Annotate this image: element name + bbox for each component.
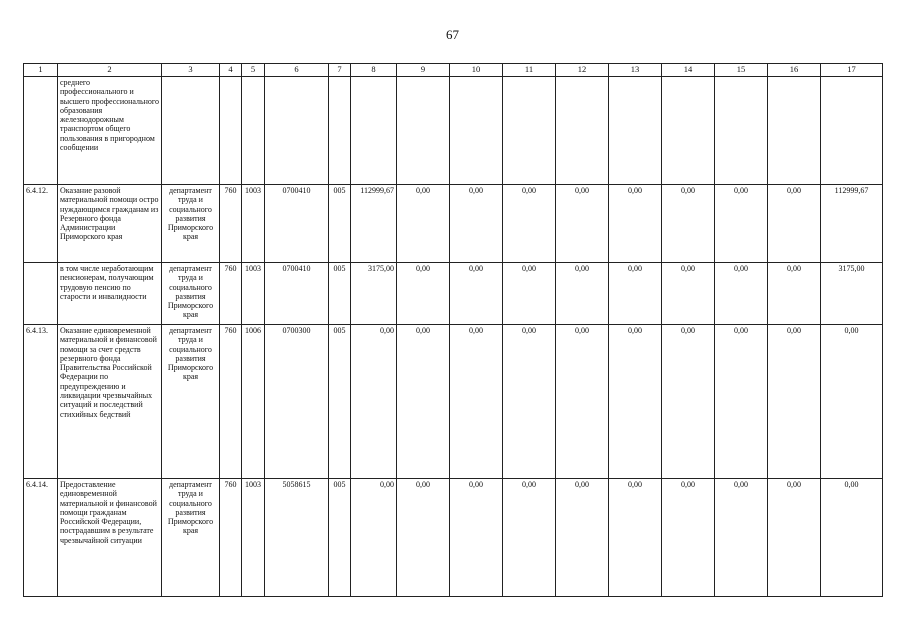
table-row [24,325,883,479]
department: департамент труда и социального развития Приморского края [162,325,220,479]
amount-cell: 0,00 [821,479,883,597]
code-cell: 760 [220,479,242,597]
amount-cell: 0,00 [450,325,503,479]
amount-cell: 0,00 [662,325,715,479]
code-cell: 005 [329,325,351,479]
table-row [24,185,883,263]
code-cell: 005 [329,185,351,263]
column-header: 6 [265,64,329,77]
amount-cell: 0,00 [609,263,662,325]
row-number [24,263,58,325]
amount-cell: 0,00 [609,185,662,263]
column-header: 9 [397,64,450,77]
code-cell [220,77,242,185]
code-cell [329,77,351,185]
amount-cell: 0,00 [450,479,503,597]
amount-cell: 0,00 [821,325,883,479]
row-number: 6.4.12. [24,185,58,263]
amount-cell: 0,00 [768,479,821,597]
amount-cell: 0,00 [503,185,556,263]
amount-cell: 0,00 [397,263,450,325]
code-cell: 005 [329,263,351,325]
measure-description: Оказание единовременной материальной и финансовой помощи за счет средств резервного фонда Правительства Российской Федерации по предупреждению и ликвидации чрезвычайных ситуаций и последствий стихийных бедствий [58,325,162,479]
table-row [24,479,883,597]
code-cell: 1003 [242,479,265,597]
amount-cell [821,77,883,185]
department: департамент труда и социального развития Приморского края [162,263,220,325]
amount-cell [556,77,609,185]
measure-description: среднего профессионального и высшего профессионального образования железнодорожным транспортом общего пользования в пригородном сообщении [58,77,162,185]
amount-cell: 0,00 [768,325,821,479]
code-cell [242,77,265,185]
amount-cell [503,77,556,185]
column-header: 13 [609,64,662,77]
amount-cell: 0,00 [450,185,503,263]
code-cell: 005 [329,479,351,597]
amount-cell: 112999,67 [821,185,883,263]
amount-cell: 0,00 [351,325,397,479]
amount-cell: 0,00 [715,185,768,263]
amount-cell [351,77,397,185]
amount-cell [397,77,450,185]
column-header: 2 [58,64,162,77]
department: департамент труда и социального развития Приморского края [162,479,220,597]
amount-cell: 112999,67 [351,185,397,263]
amount-cell [609,77,662,185]
amount-cell [715,77,768,185]
page-number: 67 [446,27,459,42]
amount-cell: 0,00 [397,325,450,479]
amount-cell: 0,00 [609,325,662,479]
column-header: 11 [503,64,556,77]
amount-cell: 0,00 [768,263,821,325]
code-cell: 0700410 [265,263,329,325]
code-cell: 760 [220,325,242,479]
department: департамент труда и социального развития Приморского края [162,185,220,263]
code-cell: 1003 [242,263,265,325]
amount-cell: 3175,00 [351,263,397,325]
column-header: 8 [351,64,397,77]
code-cell: 1003 [242,185,265,263]
amount-cell: 0,00 [715,325,768,479]
code-cell: 1006 [242,325,265,479]
row-number: 6.4.14. [24,479,58,597]
amount-cell: 0,00 [609,479,662,597]
code-cell: 760 [220,185,242,263]
row-number [24,77,58,185]
code-cell: 0700300 [265,325,329,479]
measure-description: Предоставление единовременной материальной и финансовой помощи гражданам Российской Федерации, пострадавшим в результате чрезвычайной ситуации [58,479,162,597]
amount-cell: 3175,00 [821,263,883,325]
measure-description: в том числе неработающим пенсионерам, получающим трудовую пенсию по старости и инвалидности [58,263,162,325]
column-header: 14 [662,64,715,77]
column-header: 1 [24,64,58,77]
amount-cell: 0,00 [397,479,450,597]
amount-cell: 0,00 [715,479,768,597]
budget-table [23,63,883,597]
amount-cell: 0,00 [556,479,609,597]
code-cell: 760 [220,263,242,325]
table-row [24,263,883,325]
amount-cell: 0,00 [450,263,503,325]
amount-cell: 0,00 [351,479,397,597]
amount-cell: 0,00 [397,185,450,263]
amount-cell: 0,00 [662,263,715,325]
column-header: 16 [768,64,821,77]
amount-cell: 0,00 [715,263,768,325]
column-header: 12 [556,64,609,77]
column-header: 4 [220,64,242,77]
amount-cell: 0,00 [556,325,609,479]
column-header: 17 [821,64,883,77]
row-number: 6.4.13. [24,325,58,479]
header-row [24,64,883,77]
column-header: 10 [450,64,503,77]
column-header: 5 [242,64,265,77]
column-header: 15 [715,64,768,77]
code-cell [265,77,329,185]
code-cell: 0700410 [265,185,329,263]
amount-cell [662,77,715,185]
amount-cell: 0,00 [556,185,609,263]
amount-cell [768,77,821,185]
column-header: 7 [329,64,351,77]
amount-cell: 0,00 [503,325,556,479]
department [162,77,220,185]
amount-cell: 0,00 [556,263,609,325]
table-row [24,77,883,185]
code-cell: 5058615 [265,479,329,597]
amount-cell [450,77,503,185]
amount-cell: 0,00 [503,263,556,325]
column-header: 3 [162,64,220,77]
amount-cell: 0,00 [503,479,556,597]
amount-cell: 0,00 [768,185,821,263]
amount-cell: 0,00 [662,185,715,263]
amount-cell: 0,00 [662,479,715,597]
measure-description: Оказание разовой материальной помощи остро нуждающимся гражданам из Резервного фонда Администрации Приморского края [58,185,162,263]
